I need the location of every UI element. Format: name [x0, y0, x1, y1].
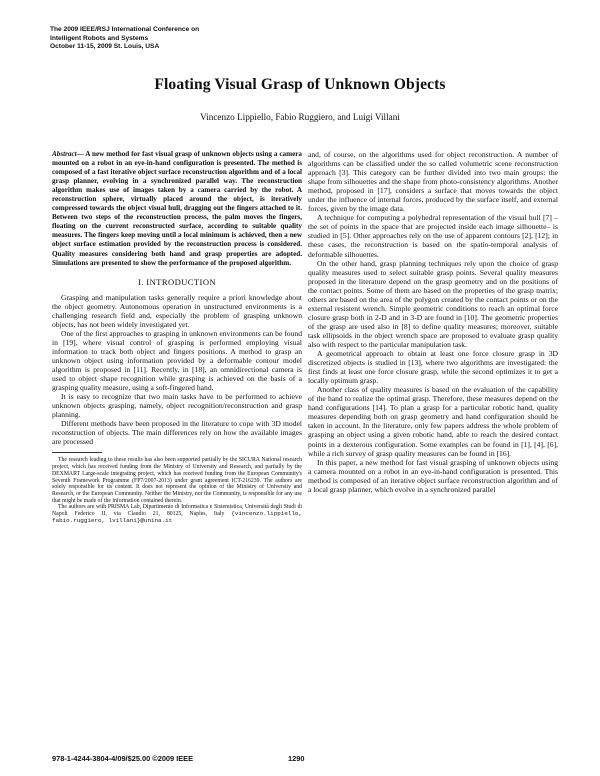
left-paragraph: Different methods have been proposed in the literature to cope with 3D model reconstruction of objects. The main differences rely on how the available images are processed	[52, 419, 302, 447]
right-paragraph: Another class of quality measures is based on the evaluation of the capability of the hand to realize the optimal grasp. Therefore, these measures depend on the hand configurations [14]. To plan a grasp for a particular robotic hand, quality measures depending both on grasp geometry and hand configuration should be taken in account. In the literature, only few papers address the whole problem of grasping an object using a given robotic hand, able to reach the desired contact points in a dexterous configuration. Some examples can be found in [1], [4], [6], while a rich survey of grasp quality measures can be found in [16].	[308, 385, 558, 458]
right-paragraph: A technique for computing a polyhedral representation of the visual hull [7] –the set of points in the space that are projected inside each image silhouette– is studied in [5]. Other approaches rely on the use of apparent contours [2], [12]; in these cases, the reconstruction is based on the spatio-temporal analysis of deformable silhouettes.	[308, 213, 558, 259]
conference-header	[50, 26, 310, 52]
footnote-rule	[52, 452, 102, 453]
abstract	[52, 150, 302, 268]
footnote-affiliation	[52, 504, 302, 524]
page-number: 1290	[288, 754, 305, 763]
conference-line-2: Intelligent Robots and Systems	[50, 34, 149, 42]
left-paragraph: Grasping and manipulation tasks generally require a priori knowledge about the object geometry. Autonomous operation in unstructured environments is a challenging research field and, especially the problem of grasping unknown objects, has not been widely investigated yet.	[52, 292, 302, 329]
right-paragraph: and, of course, on the algorithms used for object reconstruction. A number of algorithms can be classified under the so called volumetric scene reconstruction approach [3]. This category can be further divided into two main groups: the shape from silhouettes and the shape from photo-consistency algorithms. Another method, proposed in [17], considers a surface that moves towards the object under the influence of internal forces, produced by the surface itself, and external forces, given by the image data.	[308, 150, 558, 214]
footnote-affiliation-text: The authors are with PRISMA Lab, Dipartimento di Informatica e Sistemistica, Università degli Studi di Napoli Federico II, via Claudio 21, 80125, Naples, Italy	[52, 504, 302, 518]
right-paragraph: In this paper, a new method for fast visual grasping of unknown objects using a camera mounted on a robot in an eye-in-hand configuration is presented. This method is composed of an iterative object surface reconstruction algorithm and of a local grasp planner, which evolve in a synchronized parallel	[308, 457, 558, 494]
right-paragraph: On the other hand, grasp planning techniques rely upon the choice of grasp quality measures used to select suitable grasp points. Several quality measures proposed in the literature depend on the grasp geometry and on the positions of the contact points. Some of them are based on the properties of the grasp matrix; others are based on the area of the polygon created by the contact points or on the external resistent wrench. Simple geometric conditions to reach an optimal force closure grasp both in 2-D and in 3-D are found in [10]. The geometric properties of the grasp are used also in [8] to define quality measures; moreover, suitable task ellipsoids in the object wrench space are proposed to evaluate grasp quality also with respect to the particular manipulation task.	[308, 258, 558, 349]
left-paragraph: One of the first approaches to grasping in unknown environments can be found in [19], where visual control of grasping is performed employing visual information to track both object and fingers positions. A method to grasp an unknown object using information provided by a deformable contour model algorithm is proposed in [11]. Recently, in [18], an omnidirectional camera is used to object shape recognition while grasping is achieved on the basis of a grasping quality measure, using a soft-fingered hand.	[52, 328, 302, 393]
conference-line-3: October 11-15, 2009 St. Louis, USA	[50, 43, 160, 51]
abstract-label: Abstract	[52, 150, 77, 158]
left-column	[52, 150, 302, 524]
paper-authors: Vincenzo Lippiello, Fabio Ruggiero, and Luigi Villani	[200, 112, 400, 122]
conference-line-1: The 2009 IEEE/RSJ International Conference on	[50, 26, 200, 33]
left-paragraph: It is easy to recognize that two main tasks have to be performed to achieve unknown objects grasping, namely, object recognition/reconstruction and grasp planning.	[52, 392, 302, 420]
right-column	[308, 150, 558, 494]
footer-isbn: 978-1-4244-3804-4/09/$25.00 ©2009 IEEE	[52, 754, 194, 763]
abstract-text: — A new method for fast visual grasp of unknown objects using a camera mounted on a robot in an eye-in-hand configuration is presented. The method is composed of a fast iterative object surface reconstruction algorithm and of a local grasp planner, evolving in a synchronized parallel way. The reconstruction algorithm makes use of images taken by a camera carried by the robot. A reconstruction sphere, virtually placed around the object, is iteratively compressed towards the object visual hull, dragging out the fingers attached to it. Between two steps of the reconstruction process, the palm moves the fingers, floating on the current reconstructed surface, according to suitable quality measures. The fingers keep moving until a local minimum is achieved, then a new object surface estimation provided by the reconstruction process is considered. Quality measures considering both hand and grasp properties are adopted. Simulations are presented to show the performance of the proposed algorithm.	[52, 150, 302, 267]
section-heading-introduction: I. INTRODUCTION	[137, 276, 217, 287]
right-paragraph: A geometrical approach to obtain at least one force closure grasp in 3D discretized objects is studied in [13], where two algorithms are investigated: the first finds at least one force closure grasp, while the second optimizes it to get a locally optimum grasp.	[308, 349, 558, 386]
footnote-emails: {vincenzo.lippiello, fabio.ruggiero, lvillani}@unina.it	[52, 510, 302, 524]
paper-title: Floating Visual Grasp of Unknown Objects	[154, 76, 446, 93]
footnote-funding: The research leading to these results has also been supported partially by the SICURA National research project, which has received funding from the Ministry of University and Research, and partially by the DEXMART Large-scale integrating project, which has received funding from the European Community's Seventh Framework Programme (FP7/2007-2013) under grant agreement ICT-216239. The authors are solely responsible for its content. It does not represent the opinion of the Ministry of University and Research, or the European Community. Neither the Ministry, nor the Community, is responsible for any use that might be made of the information contained therein.	[52, 457, 302, 504]
